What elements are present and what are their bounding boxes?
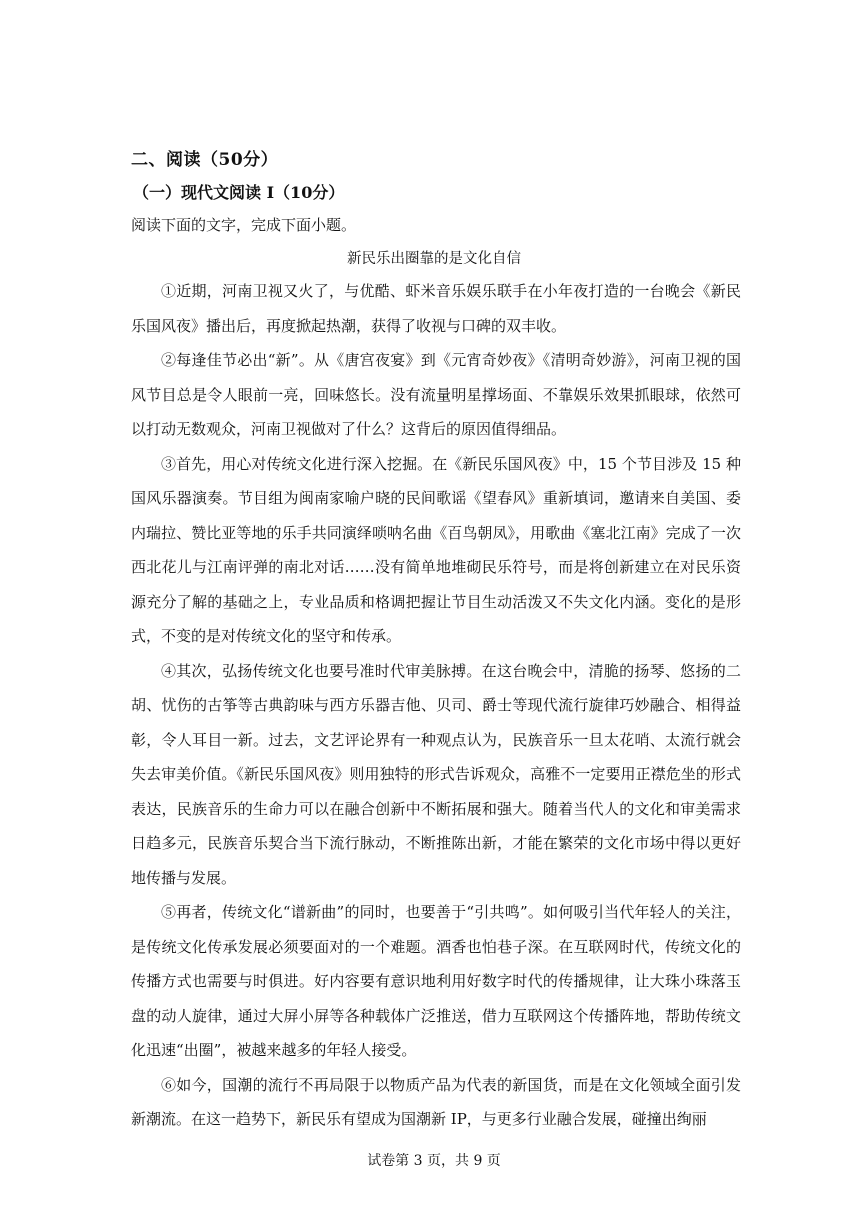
subsection-title: （一）现代文阅读 I（10分） (133, 183, 345, 202)
article-paragraph-6: ⑥如今，国潮的流行不再局限于以物质产品为代表的新国货，而是在文化领域全面引发新潮流。在这一趋势下，新民乐有望成为国潮新 IP，与更多行业融合发展，碰撞出绚丽 (131, 1075, 741, 1128)
article-title: 新民乐出圈靠的是文化自信 (347, 251, 521, 267)
article-paragraph-5: ⑤再者，传统文化“谱新曲”的同时，也要善于“引共鸣”。如何吸引当代年轻人的关注，是传统文化传承发展必须要面对的一个难题。酒香也怕巷子深。在互联网时代，传统文化的传播方式也需要与时俱进。好内容要有意识地利用好数字时代的传播规律，让大珠小珠落玉盘的动人旋律，通过大屏小屏等各种载体广泛推送，借力互联网这个传播阵地，帮助传统文化迅速“出圈”，被越来越多的年轻人接受。 (131, 903, 741, 1059)
page-footer: 试卷第 3 页，共 9 页 (367, 1153, 501, 1169)
reading-instruction: 阅读下面的文字，完成下面小题。 (131, 216, 357, 234)
article-paragraph-2: ②每逢佳节必出“新”。从《唐宫夜宴》到《元宵奇妙夜》《清明奇妙游》，河南卫视的国风节目总是令人眼前一亮，回味悠长。没有流量明星撑场面、不靠娱乐效果抓眼球，依然可以打动无数观众，河南卫视做对了什么？这背后的原因值得细品。 (131, 351, 741, 438)
article-body (131, 274, 741, 1137)
section-title: 二、阅读（50分） (131, 150, 279, 170)
article-paragraph-1: ①近期，河南卫视又火了，与优酷、虾米音乐娱乐联手在小年夜打造的一台晚会《新民乐国风夜》播出后，再度掀起热潮，获得了收视与口碑的双丰收。 (131, 282, 741, 335)
article-paragraph-4: ④其次，弘扬传统文化也要号准时代审美脉搏。在这台晚会中，清脆的扬琴、悠扬的二胡、忧伤的古筝等古典韵味与西方乐器吉他、贝司、爵士等现代流行旋律巧妙融合、相得益彰，令人耳目一新。过去，文艺评论界有一种观点认为，民族音乐一旦太花哨、太流行就会失去审美价值。《新民乐国风夜》则用独特的形式告诉观众，高雅不一定要用正襟危坐的形式表达，民族音乐的生命力可以在融合创新中不断拓展和强大。随着当代人的文化和审美需求日趋多元，民族音乐契合当下流行脉动，不断推陈出新，才能在繁荣的文化市场中得以更好地传播与发展。 (131, 661, 741, 887)
article-paragraph-3: ③首先，用心对传统文化进行深入挖掘。在《新民乐国风夜》中，15 个节目涉及 15 种国风乐器演奏。节目组为闽南家喻户晓的民间歌谣《望春风》重新填词，邀请来自美国、委内瑞拉、赞比亚等地的乐手共同演绎唢呐名曲《百鸟朝凤》，用歌曲《塞北江南》完成了一次西北花儿与江南评弹的南北对话……没有简单地堆砌民乐符号，而是将创新建立在对民乐资源充分了解的基础之上，专业品质和格调把握让节目生动活泼又不失文化内涵。变化的是形式，不变的是对传统文化的坚守和传承。 (131, 454, 741, 645)
